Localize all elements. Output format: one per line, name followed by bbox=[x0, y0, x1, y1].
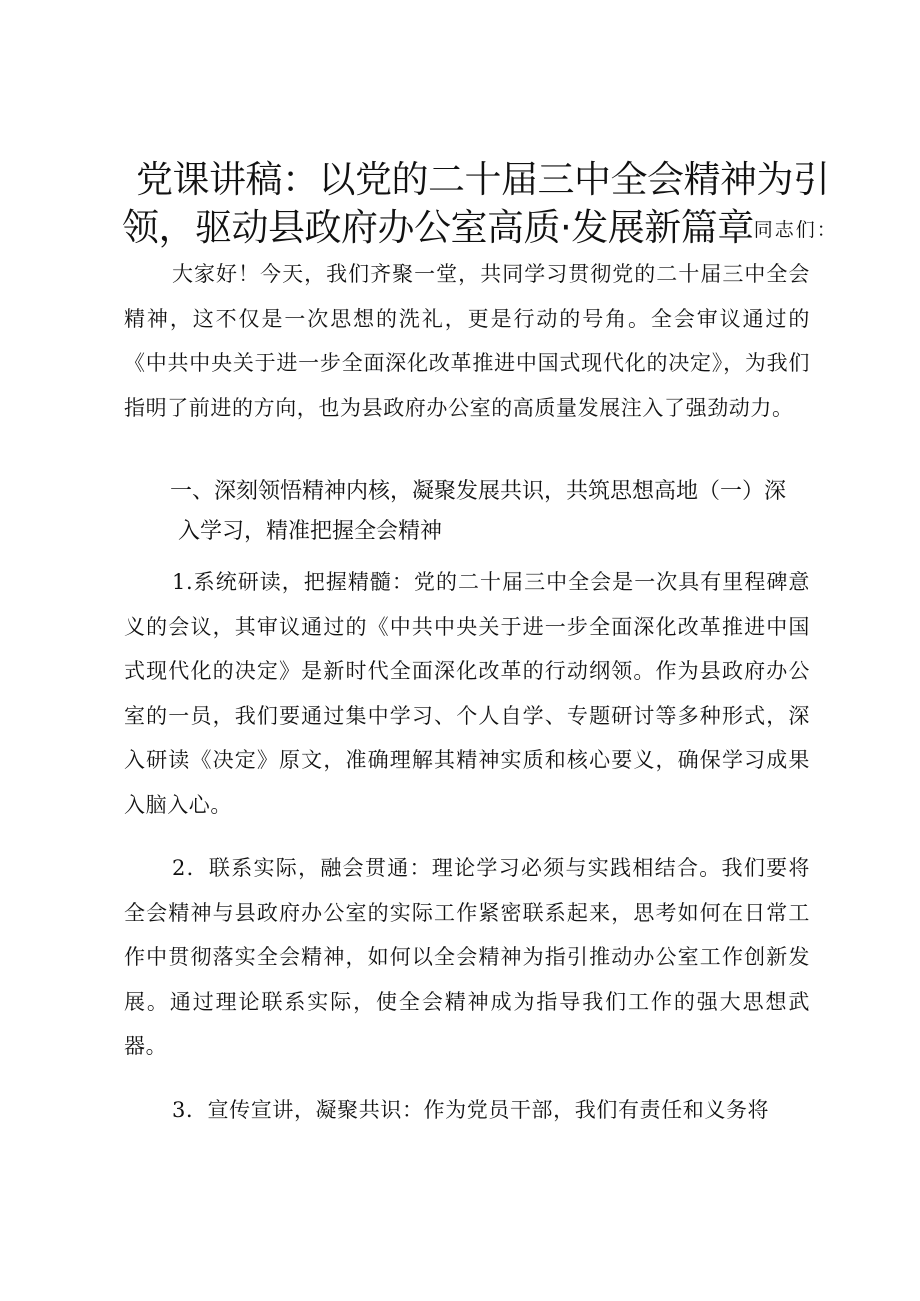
document-title bbox=[122, 156, 838, 254]
title-line-2-text: 领，驱动县政府办公室高质·发展新篇章 bbox=[122, 206, 754, 249]
greeting: 同志们： bbox=[753, 219, 838, 241]
section-heading-line-2: 入学习，精准把握全会精神 bbox=[178, 519, 443, 544]
list-item-2: 2．联系实际，融会贯通：理论学习必须与实践相结合。我们要将全会精神与县政府办公室的实际工作紧密联系起来，思考如何在日常工作中贯彻落实全会精神，如何以全会精神为指引推动办公室工作创新发展。通过理论联系实际，使全会精神成为指导我们工作的强大思想武器。 bbox=[124, 856, 810, 1058]
intro-paragraph: 大家好！今天，我们齐聚一堂，共同学习贯彻党的二十届三中全会精神，这不仅是一次思想的洗礼，更是行动的号角。全会审议通过的《中共中央关于进一步全面深化改革推进中国式现代化的决定》，为我们指明了前进的方向，也为县政府办公室的高质量发展注入了强劲动力。 bbox=[124, 262, 810, 420]
list-item-3: 3．宣传宣讲，凝聚共识：作为党员干部，我们有责任和义务将 bbox=[172, 1098, 770, 1122]
section-heading-line-1: 一、深刻领悟精神内核，凝聚发展共识，共筑思想高地（一）深 bbox=[170, 479, 787, 504]
section-heading-1 bbox=[124, 472, 814, 552]
list-item-1: 1.系统研读，把握精髓：党的二十届三中全会是一次具有里程碑意义的会议，其审议通过的《中共中央关于进一步全面深化改革推进中国式现代化的决定》是新时代全面深化改革的行动纲领。作为县政府办公室的一员，我们要通过集中学习、个人自学、专题研讨等多种形式，深入研读《决定》原文，准确理解其精神实质和核心要义，确保学习成果入脑入心。 bbox=[124, 570, 810, 817]
title-line-2 bbox=[122, 204, 838, 254]
title-line-1: 党课讲稿：以党的二十届三中全会精神为引 bbox=[136, 158, 830, 201]
